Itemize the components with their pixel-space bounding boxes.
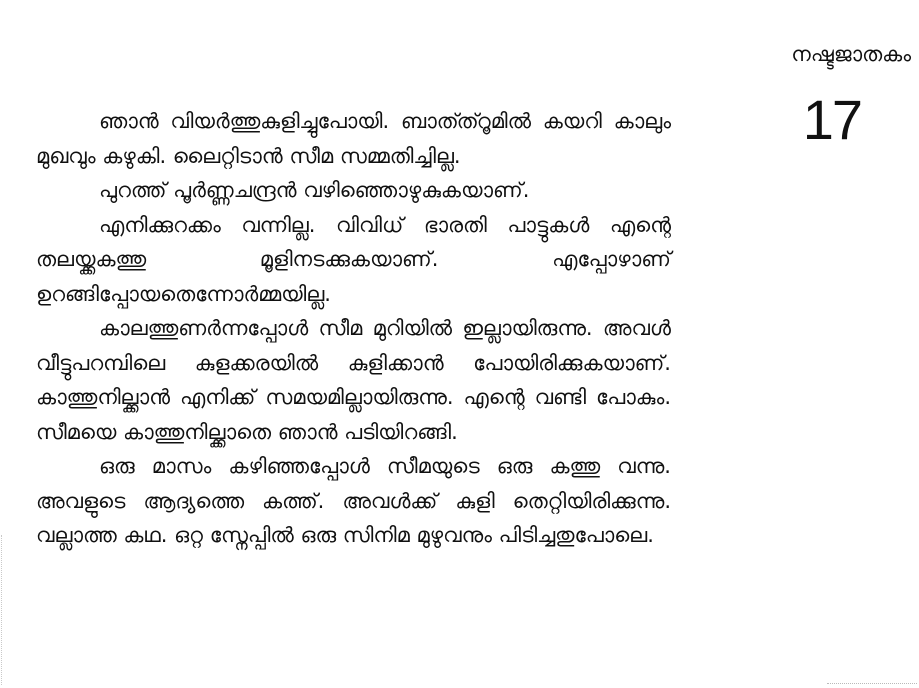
paragraph-3: എനിക്കുറക്കം വന്നില്ല. വിവിധ് ഭാരതി പാട്ടുകൾ എന്റെ തലയ്ക്കകത്തു മൂളിനടക്കുകയാണ്. എപ്പോഴാണ് ഉറങ്ങിപ്പോയതെന്നോർമ്മയില്ല.	[36, 212, 671, 306]
page-number: 17	[802, 88, 861, 151]
scan-left-mark	[1, 535, 3, 685]
scan-edge-mark	[827, 683, 917, 685]
body-text	[36, 104, 671, 553]
running-header: നഷ്ടജാതകം	[791, 42, 911, 66]
paragraph-1: ഞാൻ വിയർത്തുകുളിച്ചുപോയി. ബാത്ത്റൂമിൽ കയറി കാലും മുഖവും കഴുകി. ലൈറ്റിടാൻ സീമ സമ്മതിച്ചില്ല.	[36, 109, 671, 168]
paragraph-2: പുറത്ത് പൂർണ്ണചന്ദ്രൻ വഴിഞ്ഞൊഴുകുകയാണ്.	[99, 178, 530, 202]
paragraph-5: ഒരു മാസം കഴിഞ്ഞപ്പോൾ സീമയുടെ ഒരു കത്തു വന്നു. അവളുടെ ആദ്യത്തെ കത്ത്. അവൾക്ക് കുളി തെറ്റിയിരിക്കുന്നു. വല്ലാത്ത കഥ. ഒറ്റ സ്നേപ്പിൽ ഒരു സിനിമ മുഴുവനും പിടിച്ചതുപോലെ.	[36, 454, 671, 547]
paragraph-4: കാലത്തുണർന്നപ്പോൾ സീമ മുറിയിൽ ഇല്ലായിരുന്നു. അവൾ വീട്ടുപറമ്പിലെ കുളക്കരയിൽ കുളിക്കാൻ പോയിരിക്കുകയാണ്. കാത്തുനില്ക്കാൻ എനിക്ക് സമയമില്ലായിരുന്നു. എന്റെ വണ്ടി പോകും. സീമയെ കാത്തുനില്ക്കാതെ ഞാൻ പടിയിറങ്ങി.	[36, 316, 671, 444]
